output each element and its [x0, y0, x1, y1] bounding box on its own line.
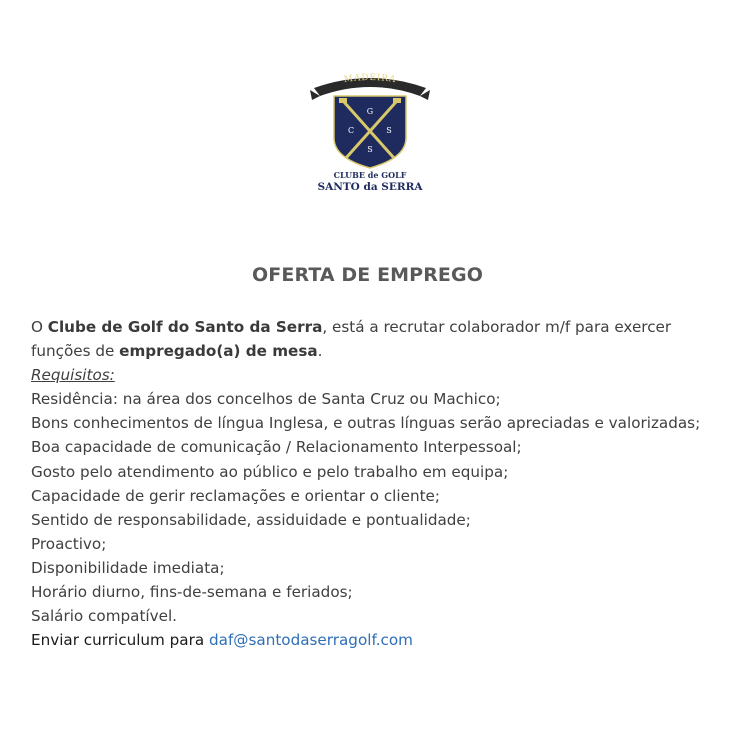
club-crest-icon: [308, 66, 432, 196]
requirements-heading: Requisitos:: [31, 366, 115, 385]
contact-label: Enviar curriculum para: [31, 631, 209, 650]
requirement-item: Gosto pelo atendimento ao público e pelo trabalho em equipa;: [31, 462, 509, 481]
requirement-item: Horário diurno, fins-de-semana e feriados;: [31, 583, 353, 602]
contact-email-link[interactable]: daf@santodaserragolf.com: [209, 631, 413, 650]
club-logo: [308, 66, 432, 196]
logo-letter: S: [367, 145, 373, 154]
logo-letter: S: [386, 126, 392, 135]
requirement-item: Proactivo;: [31, 534, 107, 553]
logo-ribbon-text: MADEIRA: [343, 72, 397, 86]
page-title: OFERTA DE EMPREGO: [252, 264, 483, 286]
job-role: empregado(a) de mesa: [119, 342, 318, 361]
requirement-item: Residência: na área dos concelhos de Santa Cruz ou Machico;: [31, 390, 501, 409]
requirement-item: Disponibilidade imediata;: [31, 558, 225, 577]
logo-line-2: SANTO da SERRA: [317, 181, 423, 193]
logo-letter: C: [347, 126, 355, 135]
intro-paragraph: O Clube de Golf do Santo da Serra, está a recrutar colaborador m/f para exercer funções de empregado(a) de mesa.: [31, 318, 672, 361]
job-offer-body: [31, 315, 711, 652]
logo-line-1: CLUBE de GOLF: [333, 170, 407, 180]
contact-line: [31, 628, 711, 652]
requirement-item: Capacidade de gerir reclamações e orientar o cliente;: [31, 486, 441, 505]
requirement-item: Bons conhecimentos de língua Inglesa, e outras línguas serão apreciadas e valorizadas;: [31, 414, 701, 433]
requirement-item: Boa capacidade de comunicação / Relacionamento Interpessoal;: [31, 438, 522, 457]
logo-letter: G: [366, 107, 374, 116]
club-name: Clube de Golf do Santo da Serra: [47, 318, 323, 336]
requirement-item: Sentido de responsabilidade, assiduidade e pontualidade;: [31, 510, 471, 529]
requirement-item: Salário compatível.: [31, 607, 177, 626]
